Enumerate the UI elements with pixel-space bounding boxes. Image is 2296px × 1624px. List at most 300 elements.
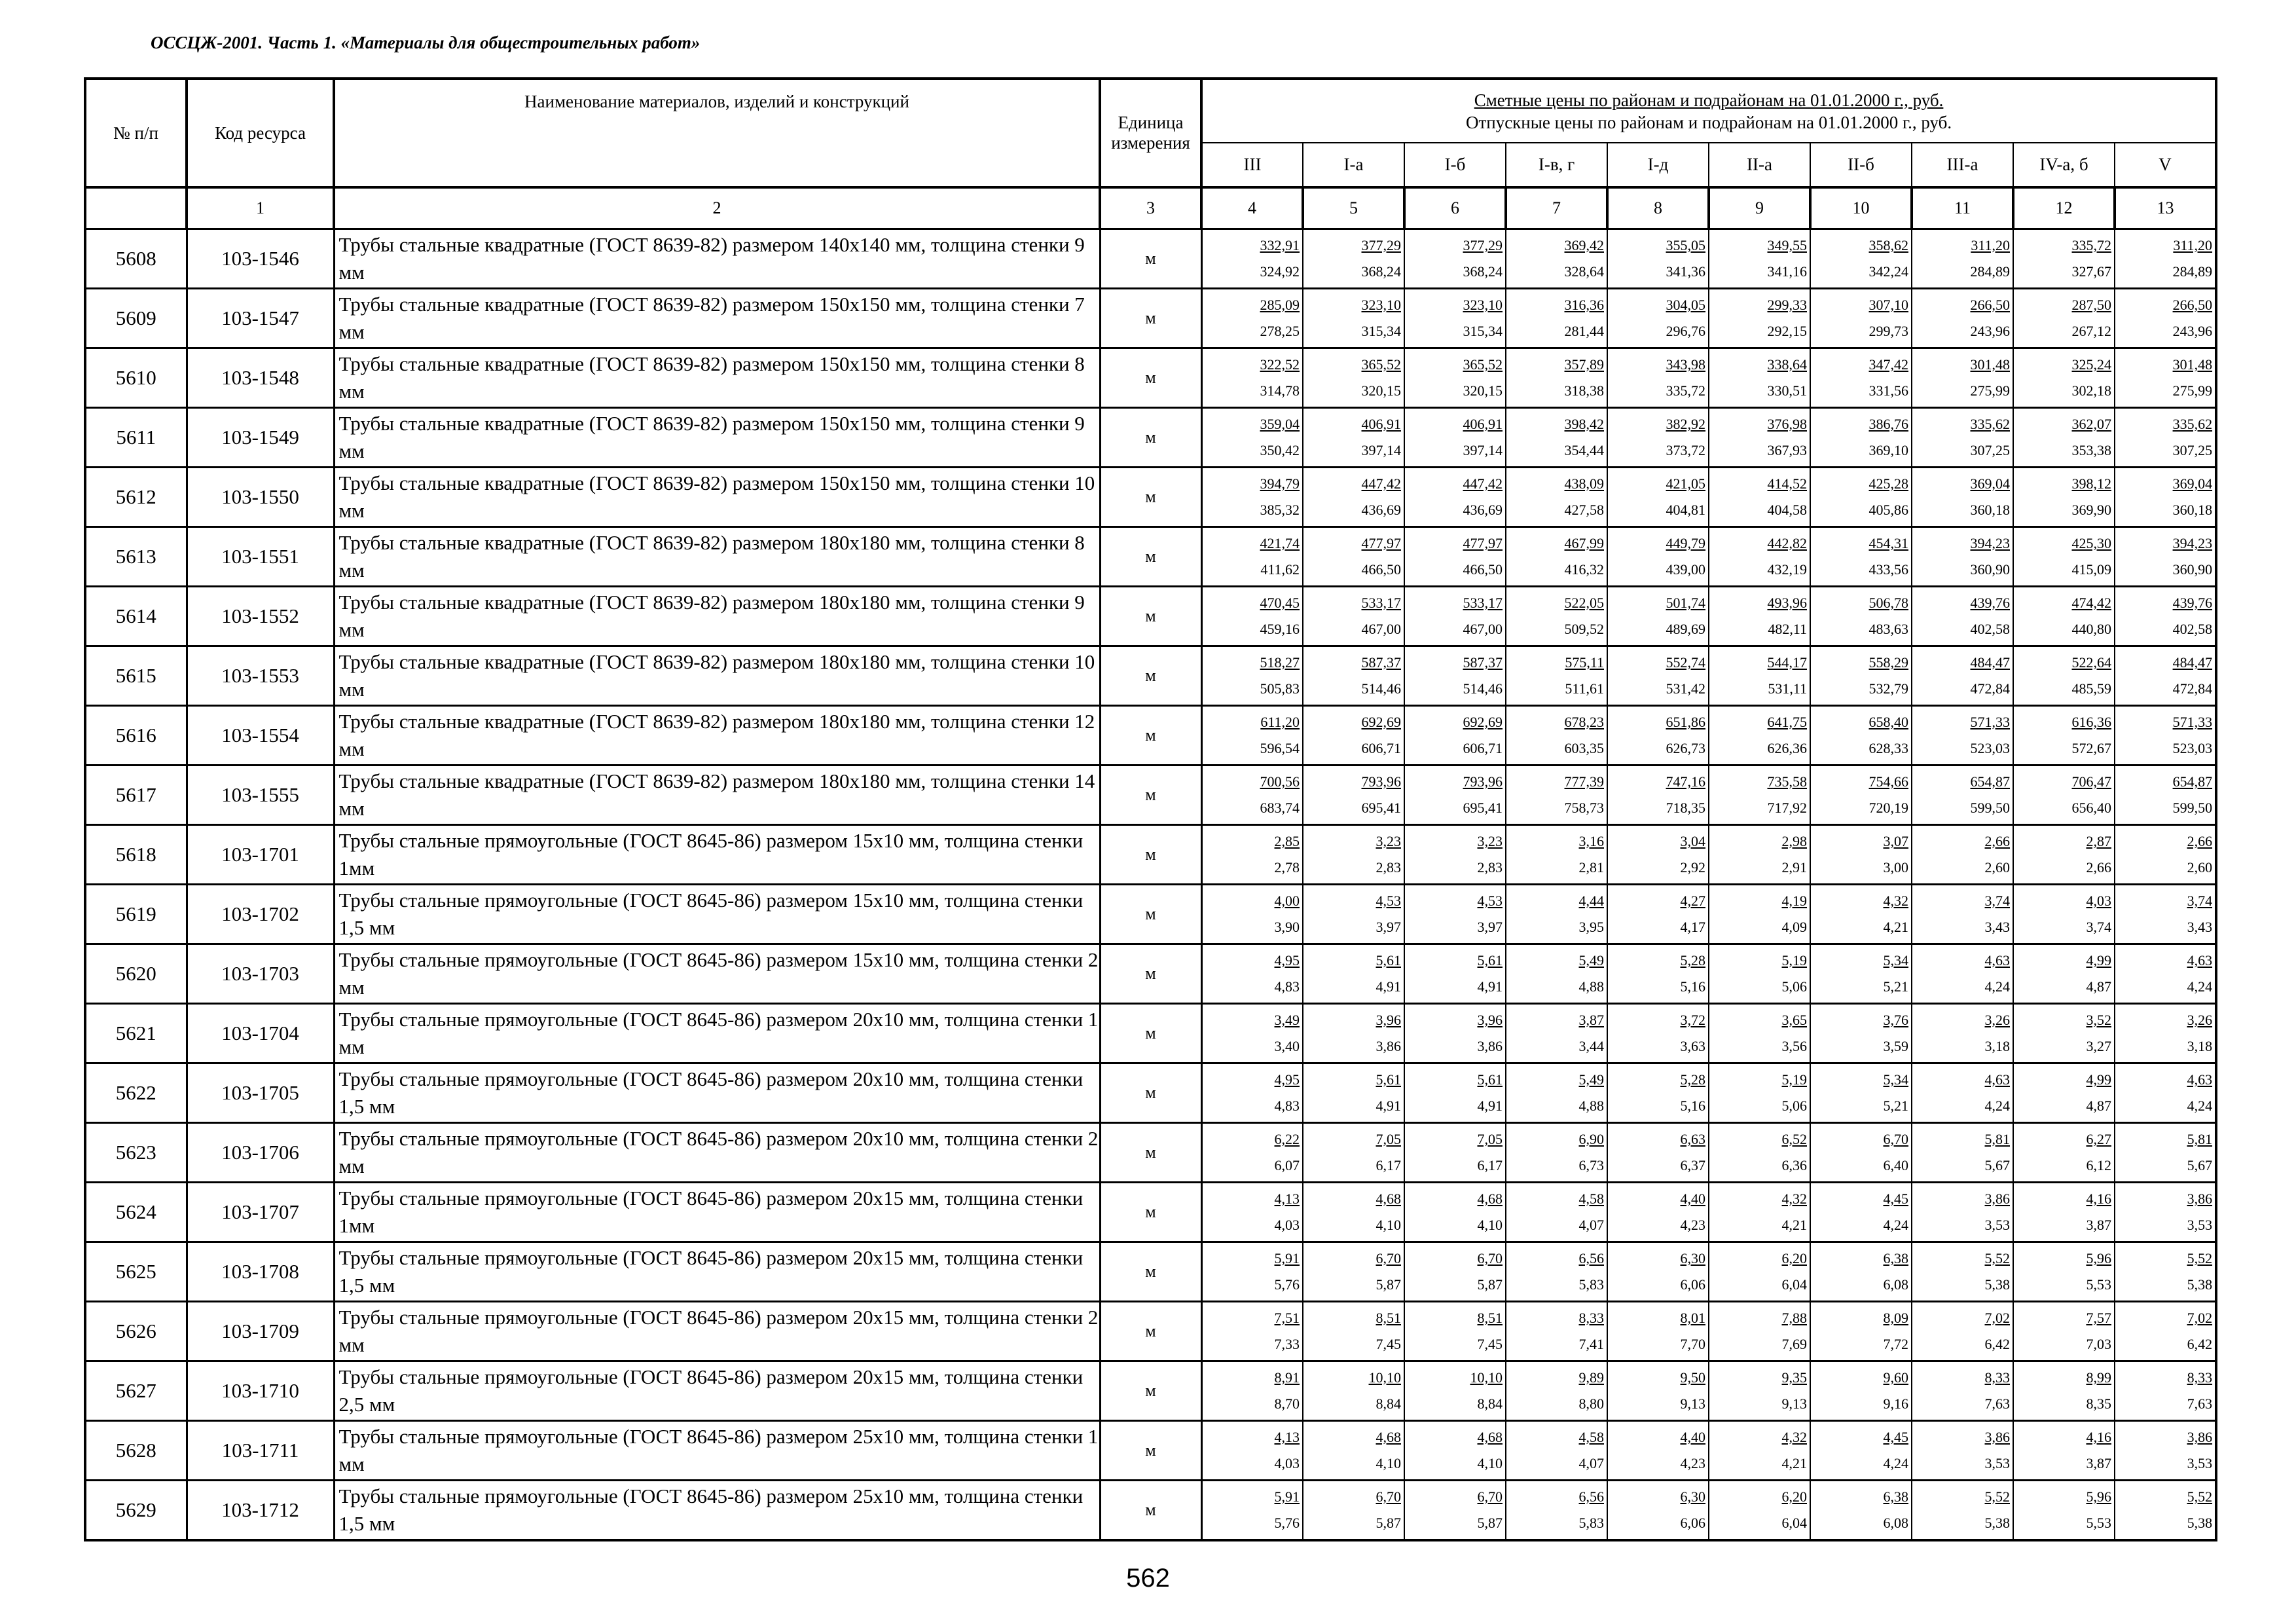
row-number: 5612 — [85, 468, 187, 527]
price-cell — [1810, 587, 1912, 646]
estimate-price: 357,89 — [1564, 356, 1604, 373]
unit-cell: м — [1100, 1361, 1201, 1421]
release-price: 367,93 — [1767, 442, 1807, 458]
price-cell — [1303, 1183, 1404, 1242]
price-table — [84, 77, 2217, 1541]
estimate-price: 335,62 — [2172, 416, 2213, 432]
release-price: 327,67 — [2071, 263, 2111, 280]
price-cell — [1404, 229, 1506, 289]
estimate-price: 323,10 — [1463, 297, 1503, 313]
estimate-price: 2,98 — [1781, 833, 1807, 849]
release-price: 3,40 — [1274, 1038, 1300, 1054]
release-price: 8,84 — [1376, 1395, 1401, 1412]
price-cell — [1607, 289, 1709, 348]
estimate-price: 8,51 — [1477, 1310, 1503, 1326]
price-cell — [1201, 885, 1303, 944]
price-cell — [2115, 825, 2216, 885]
release-price: 5,16 — [1680, 978, 1705, 995]
estimate-price: 544,17 — [1767, 654, 1807, 671]
estimate-price: 382,92 — [1666, 416, 1705, 432]
district-header: III-а — [1912, 143, 2013, 187]
estimate-price: 376,98 — [1767, 416, 1807, 432]
row-number: 5610 — [85, 348, 187, 408]
estimate-price: 777,39 — [1564, 773, 1604, 790]
price-cell — [1201, 1004, 1303, 1063]
estimate-price: 285,09 — [1260, 297, 1300, 313]
unit-cell: м — [1100, 1123, 1201, 1183]
estimate-price: 6,70 — [1376, 1250, 1401, 1266]
price-cell — [1404, 587, 1506, 646]
release-price: 758,73 — [1564, 800, 1604, 816]
release-price: 3,27 — [2086, 1038, 2111, 1054]
estimate-price: 4,99 — [2086, 1071, 2111, 1088]
release-price: 6,42 — [1984, 1336, 2010, 1352]
estimate-price: 3,96 — [1376, 1012, 1401, 1028]
price-cell — [1709, 348, 1810, 408]
release-price: 5,76 — [1274, 1276, 1300, 1293]
price-cell — [2013, 885, 2115, 944]
estimate-price: 8,33 — [2187, 1369, 2213, 1386]
price-cell — [2013, 1242, 2115, 1302]
estimate-price: 518,27 — [1260, 654, 1300, 671]
estimate-price: 4,53 — [1376, 893, 1401, 909]
price-cell — [1810, 885, 1912, 944]
price-cell — [1404, 825, 1506, 885]
estimate-price: 4,95 — [1274, 1071, 1300, 1088]
release-price: 4,83 — [1274, 1098, 1300, 1114]
price-cell — [1201, 348, 1303, 408]
release-price: 514,46 — [1361, 680, 1401, 697]
price-cell — [1912, 1183, 2013, 1242]
price-cell — [1303, 527, 1404, 587]
price-cell — [1607, 527, 1709, 587]
release-price: 6,42 — [2187, 1336, 2213, 1352]
release-price: 7,45 — [1376, 1336, 1401, 1352]
price-cell — [2115, 1421, 2216, 1481]
column-number: 4 — [1201, 187, 1303, 229]
release-price: 6,17 — [1477, 1157, 1503, 1173]
estimate-price: 398,12 — [2071, 475, 2111, 492]
estimate-price: 5,61 — [1376, 952, 1401, 969]
estimate-price: 438,09 — [1564, 475, 1604, 492]
price-cell — [1607, 1421, 1709, 1481]
release-price: 411,62 — [1260, 561, 1300, 578]
price-cell — [1607, 1481, 1709, 1541]
price-cell — [1201, 1481, 1303, 1541]
release-price: 360,18 — [2172, 502, 2213, 518]
estimate-price: 3,16 — [1578, 833, 1604, 849]
estimate-price: 301,48 — [1970, 356, 2010, 373]
resource-code: 103-1701 — [187, 825, 334, 885]
estimate-price: 4,63 — [1984, 952, 2010, 969]
release-price: 360,90 — [1970, 561, 2010, 578]
release-price: 532,79 — [1868, 680, 1908, 697]
estimate-price: 793,96 — [1361, 773, 1401, 790]
estimate-price: 5,81 — [2187, 1131, 2213, 1147]
estimate-price: 4,32 — [1781, 1429, 1807, 1445]
estimate-price: 4,68 — [1477, 1429, 1503, 1445]
table-row — [85, 1481, 2216, 1541]
material-name: Трубы стальные прямоугольные (ГОСТ 8645-86) размером 20х15 мм, толщина стенки 2,5 мм — [334, 1361, 1100, 1421]
release-price: 320,15 — [1361, 382, 1401, 399]
estimate-price: 9,89 — [1578, 1369, 1604, 1386]
release-price: 8,80 — [1578, 1395, 1604, 1412]
estimate-price: 3,96 — [1477, 1012, 1503, 1028]
price-cell — [1303, 468, 1404, 527]
release-price: 350,42 — [1260, 442, 1300, 458]
material-name: Трубы стальные прямоугольные (ГОСТ 8645-86) размером 20х15 мм, толщина стенки 1мм — [334, 1183, 1100, 1242]
estimate-price: 5,61 — [1477, 1071, 1503, 1088]
material-name: Трубы стальные прямоугольные (ГОСТ 8645-86) размером 25х10 мм, толщина стенки 1,5 мм — [334, 1481, 1100, 1541]
price-cell — [1404, 766, 1506, 825]
release-price: 427,58 — [1564, 502, 1604, 518]
price-cell — [1912, 1481, 2013, 1541]
estimate-price: 3,23 — [1477, 833, 1503, 849]
price-cell — [1303, 885, 1404, 944]
estimate-price: 349,55 — [1767, 237, 1807, 253]
estimate-price: 3,26 — [2187, 1012, 2213, 1028]
release-price: 5,53 — [2086, 1276, 2111, 1293]
estimate-price: 5,28 — [1680, 1071, 1705, 1088]
price-cell — [2013, 408, 2115, 468]
price-cell — [1303, 1242, 1404, 1302]
price-cell — [1709, 1242, 1810, 1302]
estimate-price: 735,58 — [1767, 773, 1807, 790]
price-cell — [2013, 766, 2115, 825]
estimate-price: 425,28 — [1868, 475, 1908, 492]
release-price: 9,13 — [1781, 1395, 1807, 1412]
release-price: 3,97 — [1477, 919, 1503, 935]
price-cell — [1810, 1361, 1912, 1421]
estimate-price: 6,70 — [1477, 1250, 1503, 1266]
release-price: 439,00 — [1666, 561, 1705, 578]
price-cell — [1201, 1302, 1303, 1361]
estimate-price: 5,61 — [1376, 1071, 1401, 1088]
material-name: Трубы стальные квадратные (ГОСТ 8639-82) размером 180х180 мм, толщина стенки 14 мм — [334, 766, 1100, 825]
release-price: 7,72 — [1883, 1336, 1908, 1352]
release-price: 695,41 — [1463, 800, 1503, 816]
release-price: 415,09 — [2071, 561, 2111, 578]
estimate-price: 5,91 — [1274, 1488, 1300, 1505]
price-cell — [1810, 825, 1912, 885]
price-cell — [1404, 527, 1506, 587]
estimate-price: 9,60 — [1883, 1369, 1908, 1386]
estimate-price: 6,20 — [1781, 1250, 1807, 1266]
estimate-price: 4,32 — [1781, 1190, 1807, 1207]
release-price: 335,72 — [1666, 382, 1705, 399]
release-price: 6,04 — [1781, 1515, 1807, 1531]
estimate-price: 641,75 — [1767, 714, 1807, 730]
estimate-price: 398,42 — [1564, 416, 1604, 432]
estimate-price: 323,10 — [1361, 297, 1401, 313]
release-price: 2,83 — [1376, 859, 1401, 876]
estimate-price: 6,63 — [1680, 1131, 1705, 1147]
price-cell — [1607, 348, 1709, 408]
price-cell — [1912, 348, 2013, 408]
price-cell — [1303, 1004, 1404, 1063]
estimate-price: 575,11 — [1565, 654, 1604, 671]
release-price: 353,38 — [2071, 442, 2111, 458]
row-number: 5629 — [85, 1481, 187, 1541]
release-price: 7,33 — [1274, 1336, 1300, 1352]
price-cell — [1201, 825, 1303, 885]
release-price: 3,74 — [2086, 919, 2111, 935]
estimate-price: 8,01 — [1680, 1310, 1705, 1326]
district-header: I-б — [1404, 143, 1506, 187]
price-cell — [1709, 1183, 1810, 1242]
release-price: 4,21 — [1781, 1217, 1807, 1233]
resource-code: 103-1551 — [187, 527, 334, 587]
price-cell — [2013, 646, 2115, 706]
price-cell — [1404, 289, 1506, 348]
price-cell — [1506, 1183, 1607, 1242]
release-price: 3,63 — [1680, 1038, 1705, 1054]
price-cell — [1506, 825, 1607, 885]
row-number: 5617 — [85, 766, 187, 825]
release-price: 436,69 — [1361, 502, 1401, 518]
release-price: 7,63 — [2187, 1395, 2213, 1412]
estimate-price: 4,16 — [2086, 1429, 2111, 1445]
release-price: 4,10 — [1477, 1217, 1503, 1233]
release-price: 6,37 — [1680, 1157, 1705, 1173]
estimate-price: 552,74 — [1666, 654, 1705, 671]
estimate-price: 359,04 — [1260, 416, 1300, 432]
price-cell — [1912, 646, 2013, 706]
release-price: 278,25 — [1260, 323, 1300, 339]
release-price: 5,87 — [1477, 1276, 1503, 1293]
price-cell — [1404, 1123, 1506, 1183]
price-cell — [2115, 1123, 2216, 1183]
estimate-price: 5,52 — [1984, 1250, 2010, 1266]
column-number: 5 — [1303, 187, 1404, 229]
resource-code: 103-1553 — [187, 646, 334, 706]
release-price: 6,08 — [1883, 1276, 1908, 1293]
estimate-price: 406,91 — [1463, 416, 1503, 432]
row-number: 5608 — [85, 229, 187, 289]
row-number: 5622 — [85, 1063, 187, 1123]
price-cell — [2115, 348, 2216, 408]
material-name: Трубы стальные прямоугольные (ГОСТ 8645-86) размером 20х10 мм, толщина стенки 1 мм — [334, 1004, 1100, 1063]
price-cell — [2013, 527, 2115, 587]
release-price: 307,25 — [1970, 442, 2010, 458]
price-cell — [1810, 408, 1912, 468]
release-price: 360,18 — [1970, 502, 2010, 518]
release-price: 8,35 — [2086, 1395, 2111, 1412]
estimate-price: 9,50 — [1680, 1369, 1705, 1386]
unit-cell: м — [1100, 885, 1201, 944]
district-header: I-д — [1607, 143, 1709, 187]
table-row — [85, 468, 2216, 527]
table-body — [85, 229, 2216, 1541]
release-price: 331,56 — [1868, 382, 1908, 399]
price-cell — [1303, 229, 1404, 289]
release-price: 5,87 — [1376, 1515, 1401, 1531]
price-cell — [1404, 1183, 1506, 1242]
estimate-price: 5,28 — [1680, 952, 1705, 969]
price-cell — [1912, 944, 2013, 1004]
unit-cell: м — [1100, 1421, 1201, 1481]
row-number: 5613 — [85, 527, 187, 587]
estimate-price: 10,10 — [1470, 1369, 1503, 1386]
estimate-price: 571,33 — [2172, 714, 2213, 730]
release-price: 5,67 — [1984, 1157, 2010, 1173]
price-cell — [2013, 825, 2115, 885]
price-cell — [1303, 289, 1404, 348]
table-row — [85, 1004, 2216, 1063]
release-price: 695,41 — [1361, 800, 1401, 816]
estimate-price: 394,23 — [1970, 535, 2010, 551]
estimate-price: 678,23 — [1564, 714, 1604, 730]
estimate-price: 5,52 — [2187, 1488, 2213, 1505]
release-price: 302,18 — [2071, 382, 2111, 399]
release-price: 4,83 — [1274, 978, 1300, 995]
estimate-price: 4,00 — [1274, 893, 1300, 909]
release-price: 6,73 — [1578, 1157, 1604, 1173]
estimate-price: 6,56 — [1578, 1250, 1604, 1266]
release-price: 341,16 — [1767, 263, 1807, 280]
estimate-price: 358,62 — [1868, 237, 1908, 253]
estimate-price: 692,69 — [1361, 714, 1401, 730]
material-name: Трубы стальные прямоугольные (ГОСТ 8645-86) размером 15х10 мм, толщина стенки 1,5 мм — [334, 885, 1100, 944]
price-cell — [2115, 1302, 2216, 1361]
resource-code: 103-1707 — [187, 1183, 334, 1242]
release-price: 606,71 — [1463, 740, 1503, 756]
release-price: 7,69 — [1781, 1336, 1807, 1352]
release-price: 8,84 — [1477, 1395, 1503, 1412]
estimate-price: 343,98 — [1666, 356, 1705, 373]
price-cell — [1607, 944, 1709, 1004]
release-price: 4,21 — [1781, 1455, 1807, 1471]
table-row — [85, 289, 2216, 348]
release-price: 472,84 — [1970, 680, 2010, 697]
price-cell — [1201, 527, 1303, 587]
price-cell — [2115, 229, 2216, 289]
estimate-price: 287,50 — [2071, 297, 2111, 313]
price-cell — [1506, 587, 1607, 646]
estimate-price: 3,86 — [1984, 1190, 2010, 1207]
estimate-price: 7,88 — [1781, 1310, 1807, 1326]
estimate-price: 4,99 — [2086, 952, 2111, 969]
estimate-price: 3,87 — [1578, 1012, 1604, 1028]
estimate-price: 8,33 — [1578, 1310, 1604, 1326]
release-price: 7,63 — [1984, 1395, 2010, 1412]
estimate-price: 4,95 — [1274, 952, 1300, 969]
release-price: 315,34 — [1463, 323, 1503, 339]
estimate-price: 5,91 — [1274, 1250, 1300, 1266]
estimate-price: 10,10 — [1368, 1369, 1401, 1386]
estimate-price: 3,72 — [1680, 1012, 1705, 1028]
material-name: Трубы стальные прямоугольные (ГОСТ 8645-86) размером 20х15 мм, толщина стенки 2 мм — [334, 1302, 1100, 1361]
release-price: 5,83 — [1578, 1515, 1604, 1531]
resource-code: 103-1711 — [187, 1421, 334, 1481]
estimate-price: 6,52 — [1781, 1131, 1807, 1147]
header-prices — [1201, 79, 2216, 143]
price-cell — [1607, 1004, 1709, 1063]
price-cell — [1506, 348, 1607, 408]
release-price: 523,03 — [1970, 740, 2010, 756]
price-cell — [2115, 646, 2216, 706]
release-price: 5,87 — [1376, 1276, 1401, 1293]
resource-code: 103-1554 — [187, 706, 334, 766]
release-price: 328,64 — [1564, 263, 1604, 280]
release-price: 5,21 — [1883, 1098, 1908, 1114]
estimate-price: 2,66 — [2187, 833, 2213, 849]
release-price: 4,24 — [2187, 978, 2213, 995]
price-cell — [1506, 766, 1607, 825]
estimate-price: 7,05 — [1376, 1131, 1401, 1147]
release-price: 281,44 — [1564, 323, 1604, 339]
release-price: 5,38 — [2187, 1515, 2213, 1531]
unit-cell: м — [1100, 1302, 1201, 1361]
price-cell — [1810, 527, 1912, 587]
column-number: 8 — [1607, 187, 1709, 229]
price-cell — [1506, 229, 1607, 289]
unit-cell: м — [1100, 1183, 1201, 1242]
resource-code: 103-1547 — [187, 289, 334, 348]
price-cell — [1912, 527, 2013, 587]
price-cell — [1506, 1361, 1607, 1421]
price-cell — [1709, 1481, 1810, 1541]
release-price: 6,06 — [1680, 1515, 1705, 1531]
release-price: 5,76 — [1274, 1515, 1300, 1531]
release-price: 466,50 — [1463, 561, 1503, 578]
release-price: 2,60 — [1984, 859, 2010, 876]
price-cell — [1810, 1063, 1912, 1123]
release-price: 4,24 — [1984, 1098, 2010, 1114]
release-price: 514,46 — [1463, 680, 1503, 697]
table-row — [85, 408, 2216, 468]
table-row — [85, 1421, 2216, 1481]
resource-code: 103-1712 — [187, 1481, 334, 1541]
table-row — [85, 944, 2216, 1004]
resource-code: 103-1546 — [187, 229, 334, 289]
release-price: 4,91 — [1477, 1098, 1503, 1114]
release-price: 284,89 — [2172, 263, 2213, 280]
release-price: 436,69 — [1463, 502, 1503, 518]
price-cell — [1201, 706, 1303, 766]
price-cell — [1303, 1063, 1404, 1123]
release-price: 599,50 — [1970, 800, 2010, 816]
estimate-price: 616,36 — [2071, 714, 2111, 730]
price-cell — [2013, 1302, 2115, 1361]
estimate-price: 325,24 — [2071, 356, 2111, 373]
estimate-price: 7,05 — [1477, 1131, 1503, 1147]
release-price: 3,86 — [1376, 1038, 1401, 1054]
estimate-price: 5,96 — [2086, 1250, 2111, 1266]
table-row — [85, 766, 2216, 825]
release-price: 2,66 — [2086, 859, 2111, 876]
release-price: 720,19 — [1868, 800, 1908, 816]
price-cell — [1709, 1004, 1810, 1063]
estimate-price: 7,51 — [1274, 1310, 1300, 1326]
estimate-price: 477,97 — [1361, 535, 1401, 551]
column-number: 7 — [1506, 187, 1607, 229]
estimate-price: 266,50 — [2172, 297, 2213, 313]
district-header: V — [2115, 143, 2216, 187]
release-price: 397,14 — [1361, 442, 1401, 458]
column-number: 1 — [187, 187, 334, 229]
release-price: 5,67 — [2187, 1157, 2213, 1173]
price-cell — [1810, 766, 1912, 825]
table-row — [85, 1361, 2216, 1421]
release-price: 368,24 — [1463, 263, 1503, 280]
release-price: 3,56 — [1781, 1038, 1807, 1054]
price-cell — [2013, 1123, 2115, 1183]
price-cell — [1709, 289, 1810, 348]
release-price: 483,63 — [1868, 621, 1908, 637]
price-cell — [1506, 468, 1607, 527]
estimate-price: 8,09 — [1883, 1310, 1908, 1326]
